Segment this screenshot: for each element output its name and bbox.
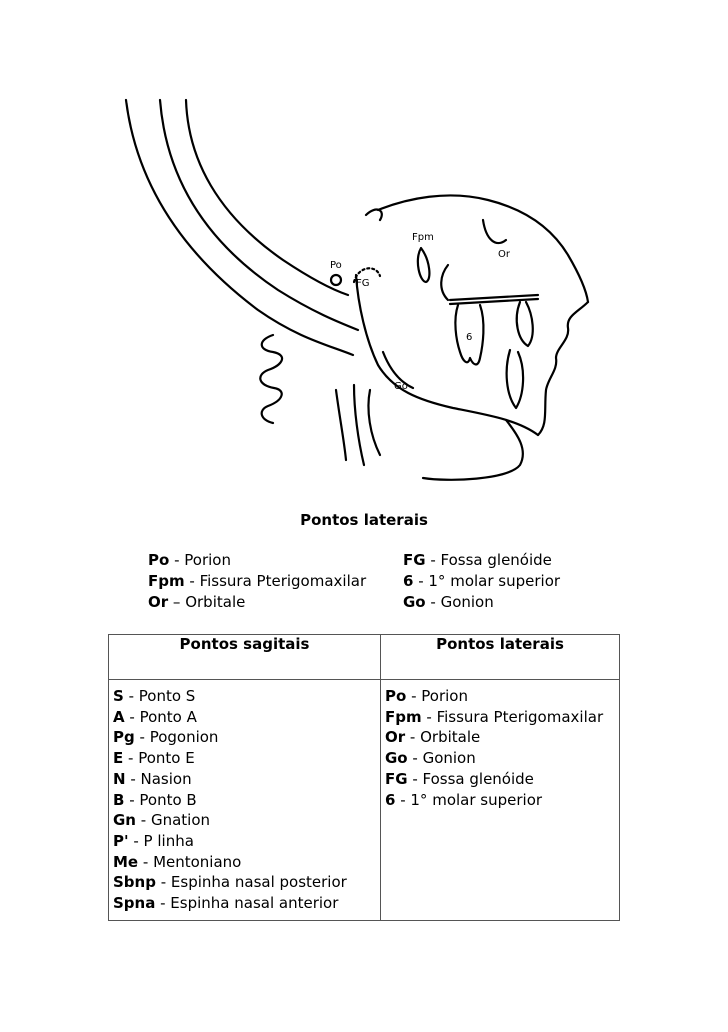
legend-item: Fpm - Fissura Pterigomaxilar bbox=[148, 572, 367, 590]
label-six: 6 bbox=[466, 332, 473, 343]
orbit-brow bbox=[366, 210, 382, 220]
nose-lip-profile bbox=[538, 302, 588, 435]
legend-item: Go - Gonion bbox=[403, 593, 494, 611]
table-row: E - Ponto E bbox=[113, 749, 195, 768]
table-row: Spna - Espinha nasal anterior bbox=[113, 894, 339, 913]
header-pontos-laterais: Pontos laterais bbox=[381, 635, 620, 680]
legend-right bbox=[403, 550, 560, 613]
legend-left bbox=[148, 550, 366, 613]
legend-item: Or – Orbitale bbox=[148, 593, 246, 611]
fpm-fissure bbox=[418, 248, 430, 282]
points-table bbox=[108, 634, 620, 921]
table-row: N - Nasion bbox=[113, 769, 192, 788]
table-row: P' - P linha bbox=[113, 831, 194, 850]
incisor-upper bbox=[517, 302, 533, 346]
neck-lines bbox=[336, 385, 380, 465]
table-row: A - Ponto A bbox=[113, 707, 197, 726]
label-fpm: Fpm bbox=[412, 232, 434, 243]
table-row: Fpm - Fissura Pterigomaxilar bbox=[385, 707, 604, 726]
figure-caption: Pontos laterais bbox=[300, 511, 428, 529]
table-row: Sbnp - Espinha nasal posterior bbox=[113, 873, 347, 892]
table-row: Go - Gonion bbox=[385, 749, 476, 768]
table-row: Pg - Pogonion bbox=[113, 728, 219, 747]
legend-item: Po - Porion bbox=[148, 551, 231, 569]
header-pontos-sagitais: Pontos sagitais bbox=[109, 635, 381, 680]
label-go: Go bbox=[394, 381, 408, 392]
table-row: B - Ponto B bbox=[113, 790, 197, 809]
legend-item: 6 - 1° molar superior bbox=[403, 572, 561, 590]
incisor-lower bbox=[507, 350, 523, 408]
maxilla-contour bbox=[441, 265, 448, 300]
table-row: Or - Orbitale bbox=[385, 728, 481, 747]
skull-outline-outer bbox=[126, 100, 353, 355]
label-or: Or bbox=[498, 249, 510, 260]
porion-marker bbox=[331, 275, 341, 285]
label-po: Po bbox=[330, 260, 342, 271]
chin-line bbox=[423, 420, 523, 480]
table-row: Me - Mentoniano bbox=[113, 852, 242, 871]
cephalometric-profile-drawing bbox=[108, 90, 628, 490]
frontal-line bbox=[378, 195, 588, 302]
table-row: Gn - Gnation bbox=[113, 811, 211, 830]
laterais-cell bbox=[381, 680, 620, 921]
legend-item: FG - Fossa glenóide bbox=[403, 551, 552, 569]
label-fg: FG bbox=[356, 278, 370, 289]
table-row: S - Ponto S bbox=[113, 687, 196, 705]
cervical-spine bbox=[260, 335, 282, 423]
table-row: Po - Porion bbox=[385, 687, 468, 705]
table-row: FG - Fossa glenóide bbox=[385, 769, 534, 788]
sagitais-cell bbox=[109, 680, 381, 921]
orbit-curve bbox=[483, 220, 506, 243]
table-row: 6 - 1° molar superior bbox=[385, 790, 543, 809]
skull-outline-inner bbox=[186, 100, 348, 295]
